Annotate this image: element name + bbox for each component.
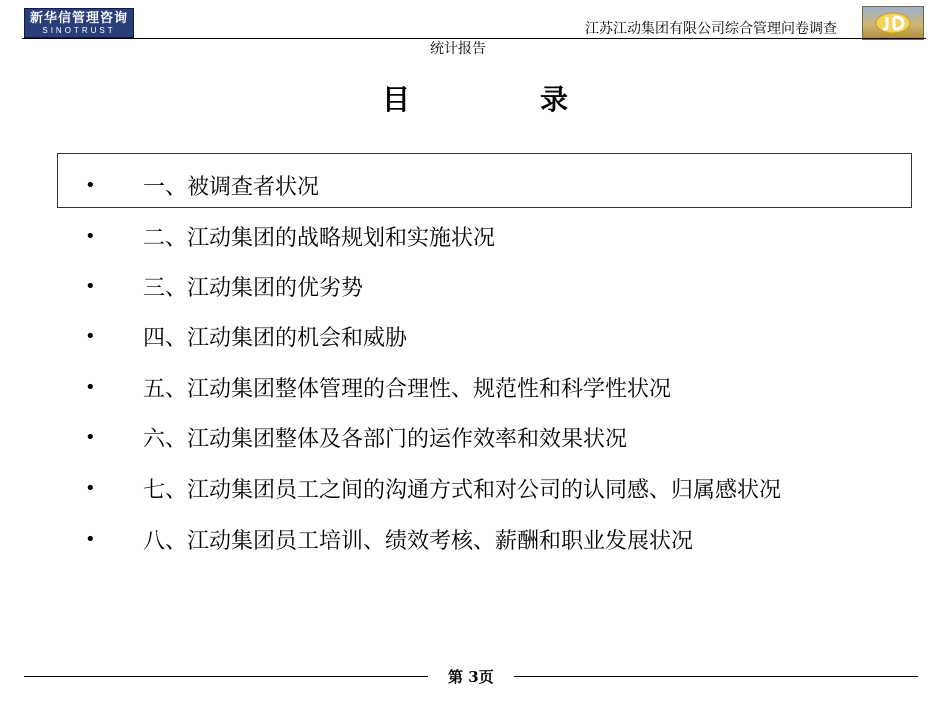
toc-item-text: 六、江动集团整体及各部门的运作效率和效果状况: [143, 426, 628, 452]
report-subtitle: 统计报告: [430, 41, 486, 57]
toc-item-text: 二、江动集团的战略规划和实施状况: [143, 225, 496, 251]
toc-item-text: 四、江动集团的机会和威胁: [143, 325, 408, 351]
page-number: 第 3页: [448, 668, 494, 686]
toc-item[interactable]: [85, 473, 781, 503]
toc-item[interactable]: [85, 422, 627, 452]
toc-item[interactable]: [85, 524, 693, 554]
toc-item[interactable]: [85, 321, 407, 351]
toc-item-text: 五、江动集团整体管理的合理性、规范性和科学性状况: [143, 376, 672, 402]
bullet: •: [85, 275, 96, 297]
toc-item-text: 八、江动集团员工培训、绩效考核、薪酬和职业发展状况: [143, 528, 694, 554]
toc-item-text: 七、江动集团员工之间的沟通方式和对公司的认同感、归属感状况: [143, 477, 782, 503]
toc-item-text: 三、江动集团的优劣势: [143, 275, 364, 301]
jd-mark-icon: [873, 11, 913, 35]
logo-cn-text: 新华信管理咨询: [29, 10, 128, 26]
bullet: •: [85, 528, 96, 550]
toc-item[interactable]: [85, 170, 319, 200]
toc-heading: [0, 78, 950, 118]
toc-item[interactable]: [85, 221, 495, 251]
sinotrust-logo: [24, 8, 134, 38]
bullet: •: [85, 174, 96, 196]
jd-corner-logo-icon: [862, 6, 924, 40]
footer-divider-left: [24, 676, 428, 677]
bullet: •: [85, 477, 96, 499]
bullet: •: [85, 426, 96, 448]
toc-item-text: 一、被调查者状况: [143, 174, 320, 200]
footer-divider-right: [514, 676, 918, 677]
logo-en-text: SINOTRUST: [42, 25, 116, 35]
toc-item[interactable]: [85, 271, 363, 301]
bullet: •: [85, 376, 96, 398]
report-title: 江苏江动集团有限公司综合管理问卷调查: [585, 21, 837, 37]
bullet: •: [85, 325, 96, 347]
bullet: •: [85, 225, 96, 247]
toc-heading-right: 录: [540, 83, 569, 116]
toc-item[interactable]: [85, 372, 671, 402]
toc-heading-left: 目: [381, 83, 410, 116]
